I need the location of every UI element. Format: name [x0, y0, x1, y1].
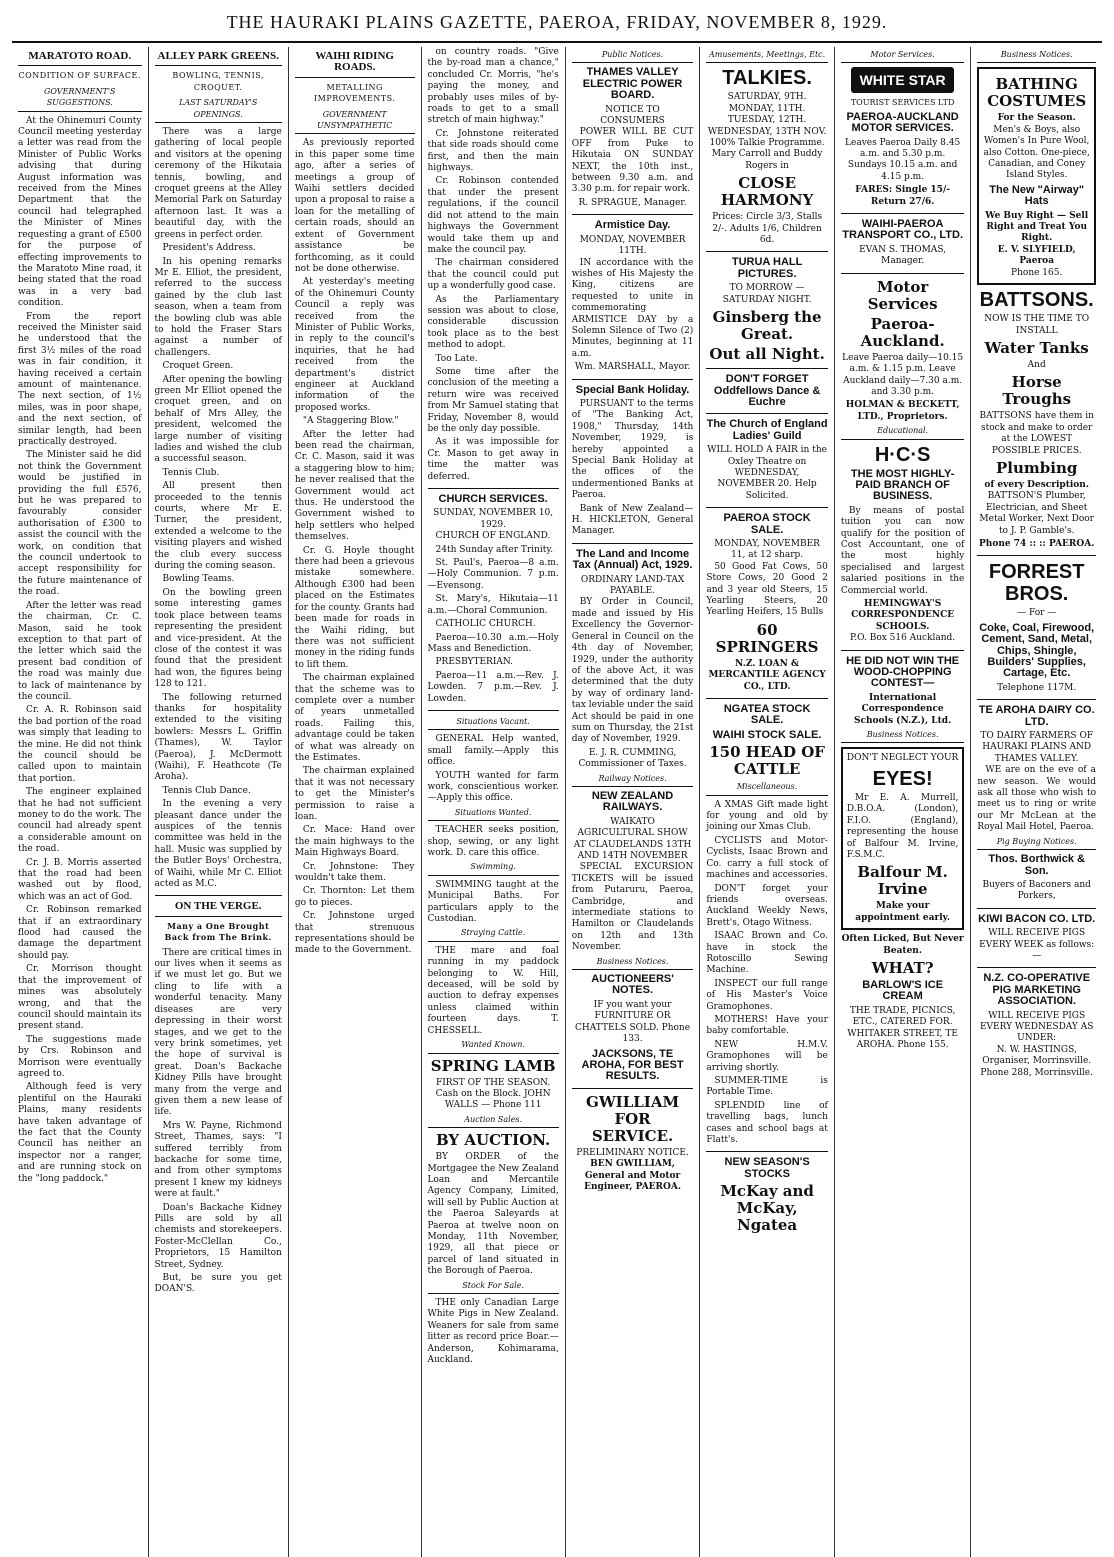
- buyers: Buyers of Baconers and Porkers,: [982, 879, 1091, 902]
- close-harmony: CLOSE HARMONY: [720, 174, 814, 210]
- stray-text: THE mare and foal running in my paddock belonging to W. Hill, deceased, will be sold by auction to defray expenses unless claimed within fourteen days. T. CHESSELL.: [427, 945, 559, 1036]
- swimming-text: SWIMMING taught at the Municipal Baths. For particulars apply to the Custodian.: [427, 879, 559, 925]
- swimming-title: Swimming.: [428, 861, 559, 875]
- farmers: TO DAIRY FARMERS OF HAURAKI PLAINS AND THAMES VALLEY.: [980, 731, 1094, 764]
- coke: Coke, Coal, Firewood, Cement, Sand, Metal, Chips, Shingle, Builders' Supplies, Cartage, Etc.: [979, 621, 1095, 680]
- dairy: TE AROHA DAIRY CO. LTD.: [978, 704, 1095, 728]
- eyes: EYES!: [872, 767, 933, 790]
- article-subtitle: BOWLING, TENNIS, CROQUET.: [172, 71, 264, 92]
- misc-title: Miscellaneous.: [706, 781, 828, 795]
- paragraph: Cr. Mace: Hand over the main highways to the Main Highways Board.: [294, 825, 415, 859]
- verge-subtitle: Many a One Brought Back from The Brink.: [164, 920, 272, 943]
- talkies-dates: SATURDAY, 9TH. MONDAY, 11TH. TUESDAY, 12TH. WEDNESDAY, 13TH NOV.: [707, 92, 827, 137]
- divider: [977, 699, 1096, 700]
- paeroa-auckland: Paeroa-Auckland.: [860, 314, 945, 350]
- article-section: GOVERNMENT'S SUGGESTIONS.: [18, 86, 142, 112]
- holman: HOLMAN & BECKETT, LTD., Proprietors.: [845, 400, 960, 422]
- paragraph: From the report received the Minister said he understood that the first 3½ miles of the road was in fair condition, it having received a certain amount of maintenance. The next section, of 1½ miles, was in poor shape, and the next section, of similar length, had been practically destroyed.: [18, 311, 142, 447]
- auction-notes-text: IF you want your FURNITURE OR CHATTELS SOLD. Phone 133.: [575, 999, 691, 1045]
- head-of-cattle: 150 HEAD OF CATTLE: [709, 743, 825, 779]
- paragraph: Cr. G. Hoyle thought there had been a grievous mistake somewhere. Although £300 had been placed on the Estimates for the county. Grants had been made for roads in the Waihi riding, but there was not sufficient money in the riding funds to lift them.: [294, 545, 415, 670]
- auction-text: BY ORDER of the Mortgagee the New Zealand Loan and Mercantile Agency Company, Limited, will sell by Public Auction at the Paeroa Saleyards at Paeroa at twelve noon on Monday, 11th November, 1929, all that piece or parcel of land situated in the Borough of Paeroa.: [427, 1152, 559, 1277]
- and: And: [1027, 359, 1046, 370]
- stray-title: Straying Cattle.: [428, 927, 559, 941]
- armistice-date: MONDAY, NOVEMBER 11TH.: [579, 234, 686, 257]
- licked: Often Licked, But Never Beaten.: [841, 934, 964, 956]
- wanted-title: Situations Wanted.: [428, 807, 559, 821]
- divider: [977, 967, 1096, 968]
- hcs-text: By means of postal tuition you can now qualify for the position of Cost Accountant, one of the most highly specialised and largest salaried positions in the Commercial world.: [840, 505, 965, 596]
- column-maratoto: [12, 47, 149, 1557]
- wood-chopping: HE DID NOT WIN THE WOOD-CHOPPING CONTEST—: [846, 654, 960, 690]
- paragraph: Cr. Johnstone: They wouldn't take them.: [294, 861, 415, 884]
- article-section: LAST SATURDAY'S OPENINGS.: [155, 97, 282, 123]
- paragraph: The chairman considered that the council could put up a wonderfully good case.: [427, 258, 559, 292]
- article-section: GOVERNMENT UNSYMPATHETIC: [295, 109, 415, 135]
- airway-hats: The New "Airway" Hats: [989, 183, 1085, 208]
- battsons: BATTSONS.: [979, 289, 1094, 312]
- verge-title: ON THE VERGE.: [155, 901, 282, 916]
- stock-sale: PAEROA STOCK SALE.: [723, 512, 811, 536]
- paragraph: PRESBYTERIAN.: [435, 657, 514, 668]
- talkies-prices: Prices: Circle 3/3, Stalls 2/-. Adults 1/6, Children 6d.: [712, 212, 823, 246]
- paragraph: Cr. Johnstone urged that strenuous representations should be made to the Government.: [294, 911, 415, 956]
- white-star-logo: [851, 67, 955, 93]
- trade: THE TRADE, PICNICS, ETC., CATERED FOR.: [849, 1005, 956, 1028]
- white-star-text: WHITE STAR: [859, 71, 946, 88]
- divider: [706, 1151, 828, 1152]
- kiwi: KIWI BACON CO. LTD.: [978, 912, 1096, 925]
- whitaker: WHITAKER STREET, TE AROHA. Phone 155.: [847, 1028, 958, 1050]
- paragraph: Cr. Robinson remarked that if an extraordinary flood had caused the damage the department should pay.: [18, 905, 142, 961]
- paragraph: There was a large gathering of local people and visitors at the opening ceremony of the Hikutaia tennis, bowling, and croquet greens at the Alley Memorial Park on Saturday afternoon last. It was a beautiful day, with the greens in perfect order.: [154, 127, 282, 240]
- paragraph: The chairman explained that the scheme was to complete over a number of years unmetalled roads. Failing this, advantage could be taken of what was already on the Estimates.: [294, 673, 415, 763]
- paragraph: President's Address.: [162, 243, 256, 254]
- phone74: Phone 74 :: :: PAEROA.: [979, 538, 1095, 549]
- divider: [706, 507, 828, 508]
- divider: [706, 368, 828, 369]
- paragraph: At yesterday's meeting of the Ohinemuri County Council a reply was received from the Minister of Public Works, in reply to the council's inquiries, that he had received from the department's district engineer at Auckland information of the proposed works.: [294, 277, 415, 413]
- paragraph: The suggestions made by Crs. Robinson and Morrison were eventually agreed to.: [18, 1034, 142, 1079]
- paragraph: The Minister said he did not think the Government would be justified in providing the full £576, but he was prepared to favourably consider authorisation of £300 to assist the council with the work, on condition that the council undertook to accept responsibility for the future maintenance of the road.: [18, 450, 142, 598]
- every-description: of every Description.: [984, 479, 1089, 490]
- hemingway-addr: P.O. Box 516 Auckland.: [850, 633, 956, 644]
- misc-list: [706, 800, 828, 1147]
- turua-film: Ginsberg the Great.: [712, 308, 822, 344]
- paragraph: Cr. Johnstone reiterated that side roads should come first, and then the main highways.: [427, 128, 559, 174]
- paragraph: Bowling Teams.: [162, 574, 235, 585]
- buy-right: We Buy Right — Sell Right and Treat You Right.: [985, 210, 1089, 244]
- gwilliam-sub: PRELIMINARY NOTICE.: [576, 1147, 689, 1158]
- paragraph: SUMMER-TIME is Portable Time.: [706, 1076, 828, 1098]
- divider: [428, 710, 559, 711]
- divider: [706, 413, 828, 414]
- church-title: CHURCH SERVICES.: [438, 493, 548, 506]
- what: WHAT?: [871, 958, 934, 977]
- out-all-night: Out all Night.: [709, 345, 825, 364]
- paragraph: on country roads. "Give the by-road man a chance," concluded Cr. Morris, "he's paying the money, and probably uses miles of by-roads to get to a small stretch of main highway.": [427, 47, 559, 126]
- now-time: NOW IS THE TIME TO INSTALL: [984, 314, 1090, 336]
- battsons-text: BATTSONS have them in stock and make to order at the LOWEST POSSIBLE PRICES.: [979, 411, 1094, 456]
- jacksons: JACKSONS, TE AROHA, FOR BEST RESULTS.: [581, 1047, 684, 1083]
- divider: [977, 908, 1096, 909]
- article-subtitle: CONDITION OF SURFACE.: [18, 71, 141, 81]
- bank-text: PURSUANT to the terms of "The Banking Act, 1908," Thursday, 14th November, 1929, is hereby appointed a Special Bank Holiday at the offices of the undermentioned Banks at Paeroa.: [571, 398, 694, 501]
- balfour: Balfour M. Irvine: [857, 863, 948, 899]
- bathing-title: BATHING COSTUMES: [987, 75, 1087, 111]
- rail-text: SPECIAL EXCURSION TICKETS will be issued from Putaruru, Paeroa, Cambridge, and intermediate stations to Hamilton or Claudelands on 12th and 13th November.: [571, 862, 694, 953]
- power-sign: R. SPRAGUE, Manager.: [578, 197, 687, 208]
- business-header: Business Notices.: [977, 49, 1096, 63]
- turua-date: TO MORROW — SATURDAY NIGHT.: [722, 283, 812, 305]
- article-body: [295, 138, 415, 956]
- barlow: BARLOW'S ICE CREAM: [862, 978, 944, 1003]
- paragraph: Cr. A. R. Robinson said the bad portion of the road was simply that leading to the mine. He did not think the council should be called upon to maintain that portion.: [18, 705, 142, 784]
- paragraph: CATHOLIC CHURCH.: [435, 619, 536, 630]
- paragraph: GENERAL Help wanted, small family.—Apply this office.: [427, 734, 559, 768]
- slyfield: E. V. SLYFIELD, Paeroa: [997, 244, 1076, 267]
- known-text: FIRST OF THE SEASON. Cash on the Block. JOHN WALLS — Phone 111: [435, 1077, 551, 1111]
- paragraph: ISAAC Brown and Co. have in stock the Rotoscillo Sewing Machine.: [706, 931, 828, 976]
- stock-date: MONDAY, NOVEMBER 11, at 12 sharp.: [714, 538, 820, 561]
- paragraph: Cr. Robinson contended that under the present regulations, if the council did not attend to the main highways the Government would take them up and make the council pay.: [427, 176, 559, 255]
- divider: [572, 543, 694, 544]
- nz-loan: N.Z. LOAN & MERCANTILE AGENCY CO., LTD.: [708, 658, 826, 692]
- business-title: Business Notices.: [572, 956, 694, 970]
- power-sub: NOTICE TO CONSUMERS: [600, 104, 665, 127]
- armistice-sign: Wm. MARSHALL, Mayor.: [574, 362, 691, 373]
- verge-body: [155, 948, 282, 1296]
- column-public-notices: [566, 47, 701, 1557]
- white-star-sub: TOURIST SERVICES LTD: [850, 98, 955, 108]
- turua-title: TURUA HALL PICTURES.: [731, 256, 803, 280]
- pa-title: PAEROA-AUCKLAND MOTOR SERVICES.: [846, 110, 959, 135]
- hcs-logo: H·C·S: [874, 443, 931, 466]
- paragraph: As the Parliamentary session was about to close, considerable discussion took place as to the best method to adopt.: [427, 294, 559, 351]
- stock-items: 50 Good Fat Cows, 50 Store Cows, 20 Good 2 and 3 year old Steers, 15 Yearling Steers, 20 Yearling Heifers, 15 Bulls: [706, 561, 828, 618]
- paragraph: As previously reported in this paper some time ago, after a series of meetings a group of Waihi settlers decided upon a proposal to raise a loan for the metalling of certain roads, should an extent of Government assistance be forthcoming, as it could not be done otherwise.: [294, 138, 415, 274]
- ngatea-sale: NGATEA STOCK SALE.: [723, 703, 811, 727]
- paragraph: In the evening a very pleasant dance under the auspices of the tennis committee was held in the hall. Music was supplied by the Butler Boys' Orchestra, of Waihi, while Mr C. Elliot acted as M.C.: [154, 799, 282, 890]
- divider: [572, 379, 694, 380]
- tax-text: BY Order in Council, made and issued by His Excellency the Governor-General in Council on the 4th day of November, 1929, under the authority of the above Act, it was determined that the duty by way of ordinary land-tax leviable under the said Act should be paid in one sum on Thursday, the 21st day of November, 1929.: [571, 597, 694, 745]
- article-title: ALLEY PARK GREENS.: [155, 51, 282, 66]
- paragraph: St. Paul's, Paeroa—8 a.m.—Holy Communion. 7 p.m.—Evensong.: [427, 558, 559, 591]
- highly-paid: THE MOST HIGHLY-PAID BRANCH OF BUSINESS.: [850, 467, 955, 503]
- article-title: WAIHI RIDING ROADS.: [295, 51, 415, 78]
- leave-text: Leave Paeroa daily—10.15 a.m. & 1.15 p.m. Leave Auckland daily—7.30 a.m. and 3.30 p.m.: [842, 352, 964, 397]
- paragraph: DON'T forget your friends overseas. Auckland Weekly News, Brett's, Otago Witness.: [706, 883, 828, 928]
- paragraph: There are critical times in our lives when it seems as if we must let go. But we cling to life with a wonderful tenacity. Many diseases are very depressing in their worst stages, and we get to the very brink sometimes, yet the hope of survival is great. Doan's Backache Kidney Pills have brought many from the verge and given them a new lease of life.: [154, 947, 282, 1118]
- paragraph: "A Staggering Blow.": [302, 416, 399, 427]
- hastings: N. W. HASTINGS, Organiser, Morrinsville. Phone 288, Morrinsville.: [980, 1044, 1093, 1078]
- nzcoop-text: WILL RECEIVE PIGS EVERY WEDNESDAY AS UNDER:: [979, 1010, 1094, 1044]
- forrest: FORREST BROS.: [988, 561, 1085, 606]
- divider: [706, 698, 828, 699]
- church-list: [428, 531, 559, 705]
- divider: [572, 1088, 694, 1089]
- paragraph: Doan's Backache Kidney Pills are sold by all chemists and storekeepers. Foster-McClellan Co., Proprietors, 15 Hamilton Street, Sydney.: [154, 1202, 282, 1270]
- nzcoop: N.Z. CO-OPERATIVE PIG MARKETING ASSOCIATION.: [983, 972, 1091, 1008]
- columns: [12, 47, 1102, 1557]
- horse-troughs: Horse Troughs: [1002, 373, 1072, 409]
- paragraph: INSPECT our full range of His Master's Voice Gramophones.: [706, 978, 828, 1012]
- oddfellows: DON'T FORGET Oddfellows Dance & Euchre: [713, 373, 821, 408]
- auction-notes: AUCTIONEERS' NOTES.: [591, 973, 674, 997]
- for: — For —: [1017, 608, 1057, 619]
- auction-title: Auction Sales.: [428, 1114, 559, 1128]
- paragraph: Cr. Morrison thought that the improvement of mines was absolutely wrong, and that the council should maintain its present stand.: [18, 964, 142, 1032]
- column-church-classifieds: [422, 47, 566, 1557]
- paragraph: The chairman explained that it was not necessary to get the Minister's permission to raise a loan.: [294, 766, 415, 822]
- stock-text: THE only Canadian Large White Pigs in New Zealand. Weaners for sale from same litter as record price Boar.—Anderson, Kohimarama, Auckland.: [427, 1298, 559, 1366]
- talkies: TALKIES.: [722, 67, 812, 90]
- appointment: Make your appointment early.: [855, 901, 950, 923]
- stock-title: Stock For Sale.: [428, 1280, 559, 1294]
- paragraph: Mrs W. Payne, Richmond Street, Thames, says: "I suffered terribly from backache for some time, and from other symptoms present I knew my kidneys were at fault.": [154, 1120, 282, 1200]
- paragraph: NEW H.M.V. Gramophones will be arriving shortly.: [706, 1039, 828, 1073]
- business-title: Business Notices.: [841, 729, 965, 743]
- springers: 60 SPRINGERS: [715, 620, 819, 656]
- dairy-text: WE are on the eve of a new season. We would ask all those who wish to meet us to ring or write our Mr McLean at the Royal Mail Hotel, Paeroa.: [977, 765, 1097, 833]
- armistice-text: IN accordance with the wishes of His Majesty the King, citizens are requested to unite in commemorating ARMISTICE DAY by a Solemn Silence of Two (2) Minutes, beginning at 11 a.m.: [571, 257, 694, 359]
- by-auction: BY AUCTION.: [436, 1131, 551, 1150]
- column-waihi-roads: [289, 47, 422, 1557]
- paragraph: Cr. J. B. Morris asserted that the road had been washed out by flood, which was an act of God.: [18, 857, 142, 902]
- church-fair: The Church of England Ladies' Guild: [706, 418, 828, 442]
- paragraph: At the Ohinemuri County Council meeting yesterday a letter was read from the Minister of Public Works advising that during August information was received from the Mines Department that the council had telegraphed the Minister of Mines requesting a grant of £500 for the purpose of effecting improvements to the Maratoto Mine road, it being stated that the road was in a very bad condition.: [18, 115, 142, 309]
- motor-header: Motor Services.: [841, 49, 965, 63]
- paragraph: YOUTH wanted for farm work, conscientious worker.—Apply this office.: [427, 770, 559, 804]
- divider: [977, 555, 1096, 556]
- paragraph: As it was impossible for Cr. Mason to get away in time the matter was deferred.: [427, 437, 559, 482]
- power-text: POWER WILL BE CUT OFF from Puke to Hikutaia ON SUNDAY NEXT, the 10th inst., between 9.30 a.m. and 3.30 p.m. for repair work.: [571, 127, 694, 195]
- edu-title: Educational.: [841, 425, 965, 439]
- known-title: Wanted Known.: [428, 1039, 559, 1053]
- fares: FARES: Single 15/- Return 27/6.: [855, 185, 950, 207]
- paragraph: Too Late.: [435, 353, 478, 364]
- paragraph: On the bowling green some interesting games took place between teams representing the president and vice-president. At the close of the contest it was found that the president had won, the figures being 128 to 121.: [154, 587, 282, 690]
- paragraph: Croquet Green.: [162, 361, 234, 372]
- paragraph: Some time after the conclusion of the meeting a return wire was received from Mr Samuel stating that Friday, November 8, would be the only day possible.: [427, 366, 559, 434]
- water-tanks: Water Tanks: [984, 338, 1089, 357]
- paragraph: Paeroa—10.30 a.m.—Holy Mass and Benediction.: [427, 632, 559, 654]
- gwilliam-sign: BEN GWILLIAM, General and Motor Engineer, PAEROA.: [584, 1159, 681, 1192]
- paragraph: MOTHERS! Have your baby comfortable.: [706, 1014, 828, 1037]
- tax-sub: ORDINARY LAND-TAX PAYABLE.: [580, 574, 685, 597]
- eyes-pre: DON'T NEGLECT YOUR: [846, 753, 959, 764]
- article-subtitle: METALLING IMPROVEMENTS.: [313, 82, 396, 104]
- article-body: [18, 116, 142, 1185]
- public-title: Public Notices.: [572, 49, 694, 63]
- talkies-programme: 100% Talkie Programme. Mary Carroll and Buddy Rogers in: [709, 138, 825, 171]
- pig-title: Pig Buying Notices.: [977, 836, 1096, 850]
- bank-title: Special Bank Holiday.: [575, 383, 690, 396]
- paragraph: The engineer explained that he had not sufficient money to do the work. The council had already spent a considerable amount on the road.: [18, 787, 142, 855]
- eyes-text: Mr E. A. Murrell, D.B.O.A. (London), F.I.O. (England), representing the house of Balfour M. Irvine, F.S.M.C.: [846, 792, 959, 860]
- church-fair-text: WILL HOLD A FAIR in the Oxley Theatre on WEDNESDAY, NOVEMBER 20. Help Solicited.: [707, 445, 827, 501]
- paragraph: But, be sure you get DOAN'S.: [154, 1273, 282, 1295]
- motor-services: Motor Services: [867, 277, 938, 313]
- paragraph: CYCLISTS and Motor-Cyclists, Isaac Brown and Co. carry a full stock of machines and accessories.: [706, 835, 828, 881]
- bathing-sub: For the Season.: [997, 113, 1076, 124]
- power-title: THAMES VALLEY ELECTRIC POWER BOARD.: [582, 66, 683, 102]
- plumbing: Plumbing: [996, 458, 1078, 477]
- season-stocks: NEW SEASON'S STOCKS: [724, 1156, 810, 1180]
- divider: [706, 251, 828, 252]
- bathing-ad: [977, 67, 1096, 285]
- rail-big: NEW ZEALAND RAILWAYS.: [591, 789, 674, 814]
- telephone: Telephone 117M.: [997, 682, 1077, 693]
- tax-sign: E. J. R. CUMMING, Commissioner of Taxes.: [578, 747, 687, 770]
- bank-sign: Bank of New Zealand—H. HICKLETON, General Manager.: [571, 503, 694, 537]
- paragraph: All present then proceeded to the tennis courts, where Mr E. Turner, the president, extended a welcome to the visiting players and wished the club every success during the coming season.: [154, 481, 282, 572]
- paragraph: In his opening remarks Mr E. Elliot, the president, referred to the success gained by the club last season, when a team from the bowling club was able to hold the Fraser Stars against a number of challengers.: [154, 256, 282, 358]
- waihi-sale: WAIHI STOCK SALE.: [712, 728, 822, 741]
- rail-title: Railway Notices.: [572, 773, 694, 787]
- plumber: BATTSON'S Plumber, Electrician, and Sheet Metal Worker, Next Door to J. P. Gamble's.: [979, 491, 1094, 536]
- article-continued: [428, 47, 559, 483]
- evan-thomas: EVAN S. THOMAS, Manager.: [859, 244, 947, 267]
- church-date: SUNDAY, NOVEMBER 10, 1929.: [433, 508, 554, 530]
- hemingway: HEMINGWAY'S CORRESPONDENCE SCHOOLS.: [851, 599, 955, 632]
- article-body: [155, 127, 282, 890]
- spring-lamb: SPRING LAMB: [430, 1056, 556, 1075]
- waihi-transport: WAIHI-PAEROA TRANSPORT CO., LTD.: [842, 218, 964, 242]
- wanted-text: TEACHER seeks position, shop, sewing, or any light work. D. care this office.: [427, 825, 559, 858]
- paragraph: After the letter had been read the chairman, Cr. C. Mason, said it was a staggering blow to him; he never realised that the Government would act thus. He understood the Government wished to help settlers who helped themselves.: [294, 429, 415, 543]
- divider: [841, 273, 965, 274]
- kiwi-text: WILL RECEIVE PIGS EVERY WEEK as follows:—: [979, 928, 1095, 961]
- paragraph: Tennis Club.: [162, 467, 220, 478]
- pa-text: Leaves Paeroa Daily 8.45 a.m. and 5.30 p.m. Sundays 10.15 a.m. and 4.15 p.m.: [845, 137, 961, 182]
- situations-list: [428, 734, 559, 804]
- paragraph: After opening the bowling green Mr Elliot opened the croquet green, and on behalf of Mrs Alley, the president, welcomed the large number of visiting ladies and wished the club a successful season.: [154, 374, 282, 465]
- column-amusements: [700, 47, 835, 1557]
- divider: [155, 895, 282, 896]
- paragraph: After the letter was read the chairman, Cr. C. Mason, said he took exception to that part of the letter which said the present bad condition of the road was mainly due to lack of maintenance by the council.: [18, 600, 142, 702]
- paragraph: CHURCH OF ENGLAND.: [435, 531, 551, 542]
- eyes-ad: [841, 747, 965, 930]
- paragraph: Paeroa—11 a.m.—Rev. J. Lowden. 7 p.m.—Rev. J. Lowden.: [427, 670, 559, 704]
- paragraph: Although feed is very plentiful on the Hauraki Plains, many residents have taken advantage of the fact that the County Council has neither an inspector nor a ranger, and are running stock on the "long paddock.": [18, 1082, 142, 1184]
- borthwick: Thos. Borthwick & Son.: [988, 853, 1085, 877]
- paragraph: SPLENDID line of travelling bags, lunch cases and school bags at Flatt's.: [706, 1100, 828, 1146]
- divider: [841, 650, 965, 651]
- ics: International Correspondence Schools (N.Z.), Ltd.: [854, 692, 952, 726]
- column-motor-services: [835, 47, 972, 1557]
- paragraph: Tennis Club Dance.: [162, 785, 251, 796]
- article-title: MARATOTO ROAD.: [18, 51, 142, 66]
- divider: [572, 214, 694, 215]
- slyfield-phone: Phone 165.: [1011, 267, 1063, 278]
- paragraph: A XMAS Gift made light for young and old by joining our Xmas Club.: [706, 799, 828, 833]
- divider: [428, 488, 559, 489]
- tax-title: The Land and Income Tax (Annual) Act, 1929.: [572, 547, 693, 572]
- paragraph: The following returned thanks for hospitality extended to the visiting bowlers: Messrs L. Griffin (Thames), W. Taylor (Paeroa), J. McDermott (Waihi), F. Heathcote (Te Aroha).: [154, 692, 282, 783]
- divider: [841, 213, 965, 214]
- paragraph: Cr. Thornton: Let them go to pieces.: [294, 886, 415, 908]
- armistice-title: Armistice Day.: [594, 219, 671, 232]
- paragraph: 24th Sunday after Trinity.: [435, 544, 554, 555]
- column-business-notices: [971, 47, 1102, 1557]
- mckay: McKay and McKay, Ngatea: [720, 1182, 814, 1235]
- rail-sub: WAIKATO AGRICULTURAL SHOW AT CLAUDELANDS 13TH AND 14TH NOVEMBER: [573, 816, 692, 861]
- amusements-header: Amusements, Meetings, Etc.: [706, 49, 828, 63]
- gwilliam: GWILLIAM FOR SERVICE.: [586, 1092, 680, 1145]
- paragraph: St. Mary's, Hikutaia—11 a.m.—Choral Communion.: [427, 594, 559, 616]
- masthead: THE HAURAKI PLAINS GAZETTE, PAEROA, FRIDAY, NOVEMBER 8, 1929.: [12, 10, 1102, 43]
- situations-title: Situations Vacant.: [428, 716, 559, 730]
- column-alley-park: [149, 47, 289, 1557]
- bathing-text: Men's & Boys, also Women's In Pure Wool, also Cotton. One-piece, Canadian, and Coney Island Styles.: [983, 124, 1090, 181]
